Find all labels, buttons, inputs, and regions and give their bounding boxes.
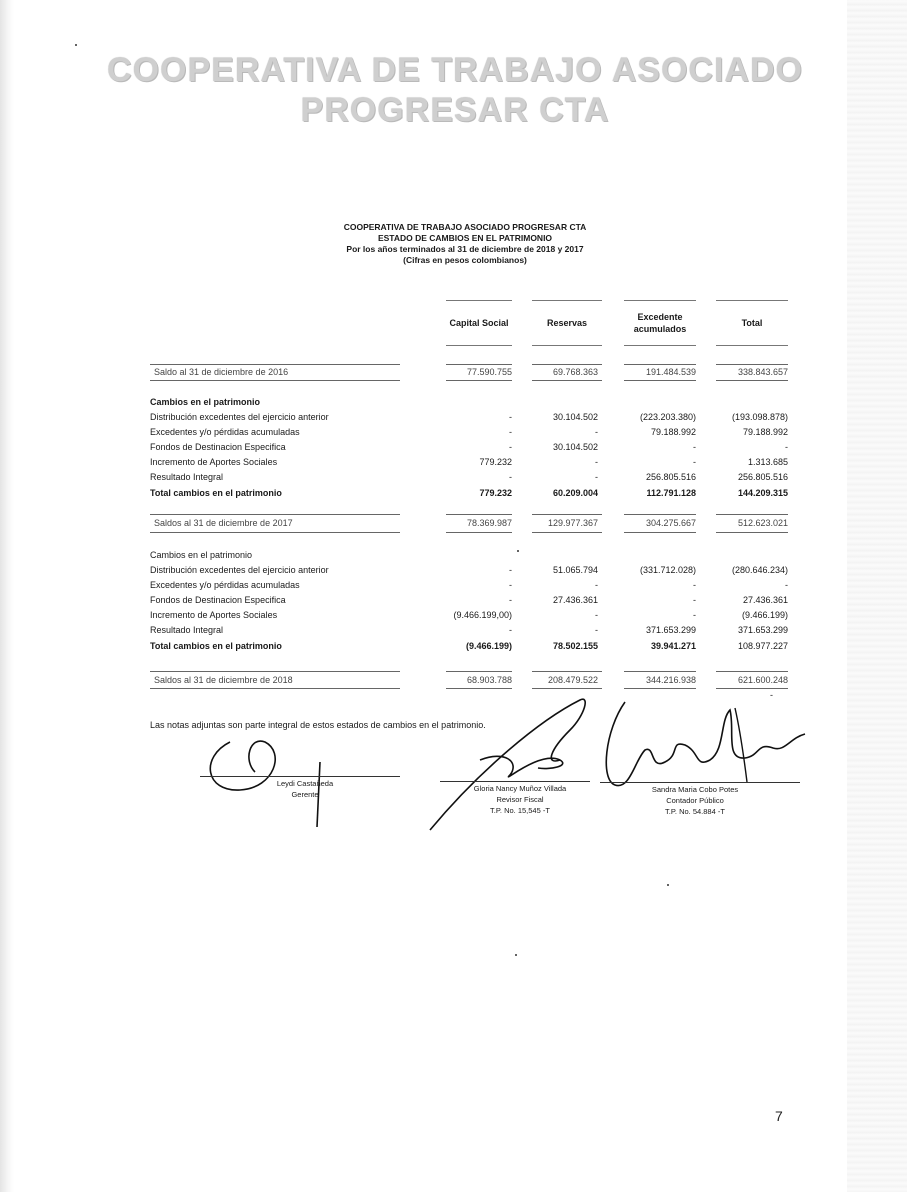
table-row xyxy=(150,427,790,442)
row-label: Distribución excedentes del ejercicio anterior xyxy=(150,565,329,575)
value-capital-social: 77.590.755 xyxy=(466,367,512,377)
rule xyxy=(624,688,696,689)
row-label: Saldos al 31 de diciembre de 2017 xyxy=(154,518,293,528)
total-row-2018 xyxy=(150,641,790,656)
signature-revisor-fiscal xyxy=(420,690,600,840)
section-heading xyxy=(150,550,790,565)
scan-speck xyxy=(517,550,519,552)
row-label: Total cambios en el patrimonio xyxy=(150,641,282,651)
table-row xyxy=(150,472,790,487)
rule xyxy=(532,364,602,365)
value-excedente: 256.805.516 xyxy=(645,472,696,482)
rule xyxy=(446,671,512,672)
value-reservas: 129.977.367 xyxy=(547,518,598,528)
signatory-gerente xyxy=(250,778,360,800)
scan-speck xyxy=(667,884,669,886)
value-total: 338.843.657 xyxy=(737,367,788,377)
value-total: 1.313.685 xyxy=(747,457,788,467)
value-reservas: 78.502.155 xyxy=(552,641,598,651)
signatory-license: T.P. No. 15,545 -T xyxy=(490,806,550,815)
value-excedente: (223.203.380) xyxy=(639,412,696,422)
value-excedente: - xyxy=(693,457,696,467)
scan-edge-left xyxy=(0,0,14,1192)
value-reservas: 69.768.363 xyxy=(552,367,598,377)
table-row xyxy=(150,595,790,610)
value-capital-social: - xyxy=(509,412,512,422)
scan-speck xyxy=(75,44,77,46)
signature-line xyxy=(200,776,400,777)
value-capital-social: 779.232 xyxy=(479,488,512,498)
rule xyxy=(716,671,788,672)
value-total: 621.600.248 xyxy=(737,675,788,685)
value-capital-social: - xyxy=(509,625,512,635)
value-capital-social: - xyxy=(509,595,512,605)
rule xyxy=(446,364,512,365)
value-total: 27.436.361 xyxy=(742,595,788,605)
value-capital-social: 78.369.987 xyxy=(466,518,512,528)
value-excedente: - xyxy=(693,595,696,605)
rule xyxy=(150,688,400,689)
value-capital-social: - xyxy=(509,565,512,575)
value-capital-social: 68.903.788 xyxy=(466,675,512,685)
entity-name: COOPERATIVA DE TRABAJO ASOCIADO PROGRESAR CTA xyxy=(343,222,587,232)
trailing-dash: - xyxy=(770,690,773,700)
statement-period: Por los años terminados al 31 de diciembre de 2018 y 2017 xyxy=(346,244,584,254)
value-total: - xyxy=(785,442,788,452)
column-header-excedente: Excedente acumulados xyxy=(624,300,696,346)
value-capital-social: - xyxy=(509,427,512,437)
column-header-capital-social: Capital Social xyxy=(446,300,512,346)
value-excedente: - xyxy=(693,610,696,620)
row-label: Incremento de Aportes Sociales xyxy=(150,610,278,620)
row-label: Cambios en el patrimonio xyxy=(150,397,261,407)
value-reservas: - xyxy=(595,625,598,635)
value-total: 512.623.021 xyxy=(737,518,788,528)
rule xyxy=(446,380,512,381)
rule xyxy=(446,514,512,515)
letterhead xyxy=(60,50,850,130)
rule xyxy=(624,364,696,365)
signatory-role: Gerente xyxy=(291,790,319,799)
value-excedente: 371.653.299 xyxy=(645,625,696,635)
signatory-name: Gloria Nancy Muñoz Villada xyxy=(473,784,567,793)
value-total: (193.098.878) xyxy=(731,412,788,422)
value-capital-social: (9.466.199,00) xyxy=(453,610,512,620)
value-reservas: 208.479.522 xyxy=(547,675,598,685)
value-reservas: 60.209.004 xyxy=(552,488,598,498)
value-reservas: 27.436.361 xyxy=(552,595,598,605)
value-capital-social: - xyxy=(509,580,512,590)
signature-line xyxy=(440,781,590,782)
letterhead-line-1: COOPERATIVA DE TRABAJO ASOCIADO xyxy=(107,51,803,89)
value-reservas: - xyxy=(595,457,598,467)
row-label: Excedentes y/o pérdidas acumuladas xyxy=(150,427,300,437)
balance-row-2017 xyxy=(150,517,790,531)
letterhead-line-2: PROGRESAR CTA xyxy=(300,91,610,129)
row-label: Saldo al 31 de diciembre de 2016 xyxy=(154,367,289,377)
value-reservas: - xyxy=(595,610,598,620)
rule xyxy=(532,688,602,689)
row-label: Resultado Integral xyxy=(150,472,224,482)
rule xyxy=(716,688,788,689)
rule xyxy=(716,532,788,533)
table-row xyxy=(150,565,790,580)
value-total: (9.466.199) xyxy=(741,610,788,620)
column-header-total: Total xyxy=(716,300,788,346)
value-capital-social: 779.232 xyxy=(479,457,512,467)
statement-header xyxy=(250,222,680,266)
notes-statement: Las notas adjuntas son parte integral de estos estados de cambios en el patrimonio. xyxy=(150,720,486,730)
rule xyxy=(624,514,696,515)
value-reservas: 30.104.502 xyxy=(552,442,598,452)
value-total: (280.646.234) xyxy=(731,565,788,575)
signature-gerente xyxy=(195,722,345,832)
row-label: Fondos de Destinacion Especifica xyxy=(150,595,286,605)
rule xyxy=(716,514,788,515)
value-total: - xyxy=(785,580,788,590)
rule xyxy=(532,380,602,381)
table-row xyxy=(150,625,790,640)
value-excedente: 191.484.539 xyxy=(645,367,696,377)
signatory-contador xyxy=(630,784,760,817)
signatory-name: Sandra Maria Cobo Potes xyxy=(651,785,739,794)
rule xyxy=(532,514,602,515)
rule xyxy=(150,671,400,672)
rule xyxy=(150,532,400,533)
rule xyxy=(150,514,400,515)
scan-speck xyxy=(515,954,517,956)
row-label: Incremento de Aportes Sociales xyxy=(150,457,278,467)
value-total: 79.188.992 xyxy=(742,427,788,437)
rule xyxy=(624,380,696,381)
signatory-role: Contador Público xyxy=(666,796,724,805)
signatory-role: Revisor Fiscal xyxy=(496,795,544,804)
page-number: 7 xyxy=(775,1108,783,1124)
rule xyxy=(716,364,788,365)
row-label: Saldos al 31 de diciembre de 2018 xyxy=(154,675,293,685)
rule xyxy=(532,532,602,533)
row-label: Distribución excedentes del ejercicio anterior xyxy=(150,412,329,422)
signatory-name: Leydi Castañeda xyxy=(276,779,334,788)
statement-title: ESTADO DE CAMBIOS EN EL PATRIMONIO xyxy=(377,233,553,243)
value-excedente: 79.188.992 xyxy=(650,427,696,437)
row-label: Fondos de Destinacion Especifica xyxy=(150,442,286,452)
value-reservas: - xyxy=(595,580,598,590)
table-row xyxy=(150,580,790,595)
row-label: Resultado Integral xyxy=(150,625,224,635)
rule xyxy=(624,671,696,672)
value-excedente: - xyxy=(693,442,696,452)
value-reservas: 30.104.502 xyxy=(552,412,598,422)
rule xyxy=(716,380,788,381)
balance-row-2018 xyxy=(150,674,790,688)
value-total: 371.653.299 xyxy=(737,625,788,635)
value-capital-social: - xyxy=(509,472,512,482)
rule xyxy=(150,380,400,381)
value-excedente: 112.791.128 xyxy=(646,488,696,498)
value-excedente: (331.712.028) xyxy=(639,565,696,575)
rule xyxy=(532,671,602,672)
value-excedente: - xyxy=(693,580,696,590)
value-capital-social: (9.466.199) xyxy=(465,641,512,651)
row-label: Cambios en el patrimonio xyxy=(150,550,253,560)
value-reservas: - xyxy=(595,427,598,437)
table-row xyxy=(150,442,790,457)
section-heading xyxy=(150,397,790,412)
row-label: Excedentes y/o pérdidas acumuladas xyxy=(150,580,300,590)
table-row xyxy=(150,457,790,472)
value-reservas: 51.065.794 xyxy=(552,565,598,575)
rule xyxy=(446,532,512,533)
value-reservas: - xyxy=(595,472,598,482)
rule xyxy=(624,532,696,533)
signature-line xyxy=(600,782,800,783)
balance-row-2016 xyxy=(150,366,790,380)
value-total: 256.805.516 xyxy=(737,472,788,482)
rule xyxy=(446,688,512,689)
table-row xyxy=(150,610,790,625)
scan-edge-right xyxy=(847,0,907,1192)
value-excedente: 304.275.667 xyxy=(645,518,696,528)
statement-currency: (Cifras en pesos colombianos) xyxy=(403,255,527,265)
row-label: Total cambios en el patrimonio xyxy=(150,488,282,498)
rule xyxy=(150,364,400,365)
table-row xyxy=(150,412,790,427)
column-header-reservas: Reservas xyxy=(532,300,602,346)
signatory-license: T.P. No. 54.884 -T xyxy=(665,807,725,816)
value-total: 108.977.227 xyxy=(737,641,788,651)
value-excedente: 39.941.271 xyxy=(650,641,696,651)
signatory-revisor-fiscal xyxy=(455,783,585,816)
value-total: 144.209.315 xyxy=(737,488,788,498)
value-capital-social: - xyxy=(509,442,512,452)
total-row-2017 xyxy=(150,488,790,503)
value-excedente: 344.216.938 xyxy=(645,675,696,685)
